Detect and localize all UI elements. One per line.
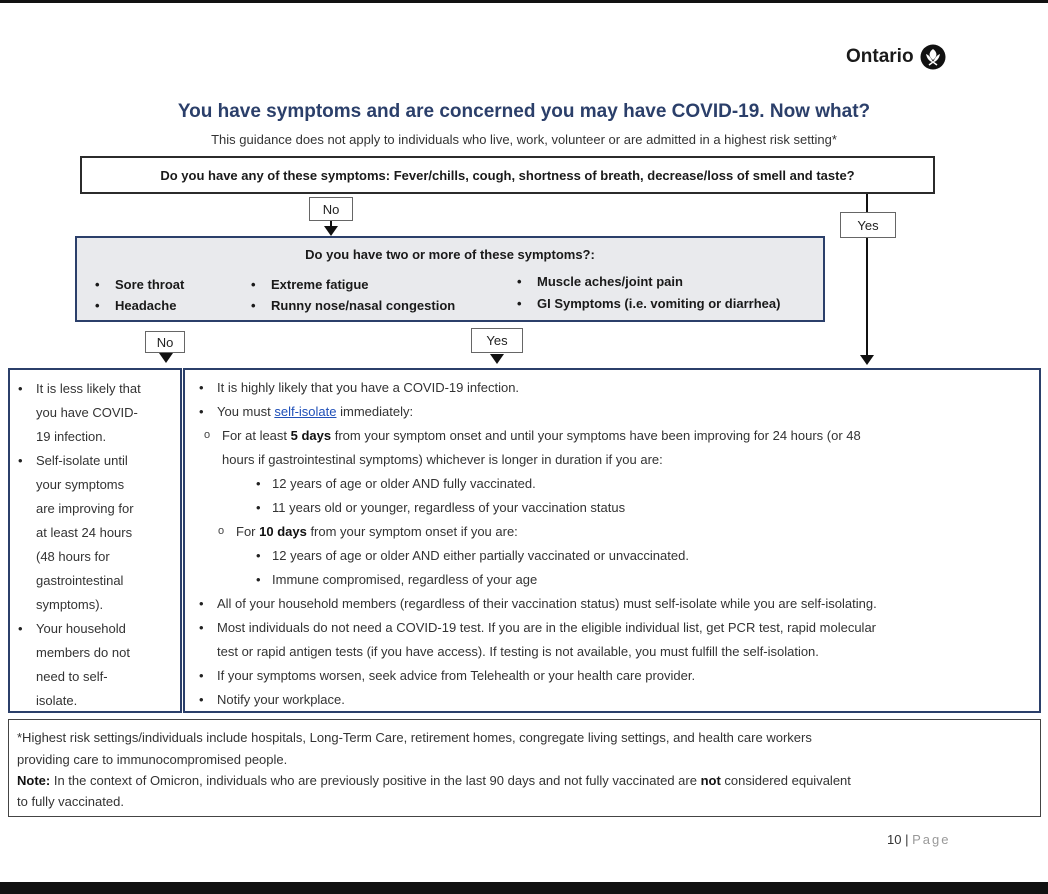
sub-sub-item: • 11 years old or younger, regardless of your vaccination status	[272, 500, 625, 515]
left-line: members do not	[36, 645, 130, 660]
left-line: • Self-isolate until	[36, 453, 128, 468]
right-bullet: • All of your household members (regardless of their vaccination status) must self-isolate while you are self-isolating.	[217, 596, 877, 611]
footnotes-box	[8, 719, 1041, 817]
note-post: considered equivalent	[720, 773, 851, 788]
q2-yes-arrow-icon	[490, 354, 504, 364]
q2-no-label: No	[145, 331, 185, 353]
s2-pre: For	[236, 524, 260, 539]
symptom-item: • Muscle aches/joint pain	[537, 274, 683, 289]
symptom-item: • GI Symptoms (i.e. vomiting or diarrhea)	[537, 296, 780, 311]
s2-post: from your symptom onset if you are:	[306, 524, 518, 539]
note-label: Note:	[17, 773, 51, 788]
page-footer	[887, 832, 950, 847]
s2-bold: 10 days	[259, 524, 307, 539]
highly-likely-panel	[183, 368, 1041, 713]
trillium-logo-icon	[920, 44, 946, 70]
s1-bold: 5 days	[290, 428, 332, 443]
sub-sub-item: • Immune compromised, regardless of your age	[272, 572, 537, 587]
right-bullet: • Notify your workplace.	[217, 692, 345, 707]
top-border	[0, 0, 1048, 3]
question-1-text: Do you have any of these symptoms: Fever/chills, cough, shortness of breath, decrease/loss of smell and taste?	[160, 167, 855, 183]
note-pre: In the context of Omicron, individuals who are previously positive in the last 90 days and not fully vaccinated are	[50, 773, 701, 788]
left-line: isolate.	[36, 693, 78, 708]
q2-yes-label: Yes	[471, 328, 523, 353]
left-line: need to self-	[36, 669, 108, 684]
q1-no-label: No	[309, 197, 353, 221]
less-likely-panel	[8, 368, 182, 713]
right-bullet-cont: test or rapid antigen tests (if you have access). If testing is not available, you must fulfill the self-isolation.	[217, 644, 819, 659]
left-line: at least 24 hours	[36, 525, 133, 540]
sub-bullet-5-days-cont: hours if gastrointestinal symptoms) whichever is longer in duration if you are:	[222, 452, 663, 467]
page-title: You have symptoms and are concerned you may have COVID-19. Now what?	[177, 101, 871, 122]
sub-sub-item: • 12 years of age or older AND fully vaccinated.	[272, 476, 536, 491]
left-line: (48 hours for	[36, 549, 110, 564]
page-subtitle: This guidance does not apply to individuals who live, work, volunteer or are admitted in a highest risk setting*	[211, 132, 837, 147]
left-line: • Your household	[36, 621, 126, 636]
left-line: you have COVID-	[36, 405, 138, 420]
question-2-box	[75, 236, 825, 322]
b2-text-pre: You must	[217, 404, 275, 419]
brand-name: Ontario	[846, 46, 914, 67]
page-separator: |	[905, 832, 909, 847]
symptom-item: • Runny nose/nasal congestion	[271, 298, 455, 313]
question-2-title: Do you have two or more of these symptoms?:	[305, 247, 595, 262]
omicron-note	[17, 773, 851, 788]
q1-yes-connector	[866, 238, 868, 356]
left-line: are improving for	[36, 501, 134, 516]
right-bullet-isolate	[217, 404, 413, 419]
left-line: 19 infection.	[36, 429, 107, 444]
footnote-line: to fully vaccinated.	[17, 794, 124, 809]
s1-pre: For at least	[222, 428, 291, 443]
page-number: 10	[887, 832, 902, 847]
q1-yes-arrow-icon	[860, 355, 874, 365]
sub-bullet-10-days	[236, 524, 518, 539]
left-line: gastrointestinal	[36, 573, 124, 588]
footnote-line: providing care to immunocompromised people.	[17, 752, 288, 767]
symptom-item: • Extreme fatigue	[271, 277, 369, 292]
b2-text-post: immediately:	[336, 404, 414, 419]
symptom-item: • Sore throat	[115, 277, 184, 292]
right-bullet: • It is highly likely that you have a COVID-19 infection.	[217, 380, 519, 395]
left-line: • It is less likely that	[36, 381, 141, 396]
sub-bullet-5-days	[222, 428, 861, 443]
question-1-box	[80, 156, 935, 194]
q1-yes-label: Yes	[840, 212, 896, 238]
left-line: symptoms).	[36, 597, 104, 612]
page-label: Page	[912, 832, 951, 847]
right-bullet: • If your symptoms worsen, seek advice from Telehealth or your health care provider.	[217, 668, 695, 683]
q2-no-arrow-icon	[159, 353, 173, 363]
sub-sub-item: • 12 years of age or older AND either partially vaccinated or unvaccinated.	[272, 548, 689, 563]
symptom-item: • Headache	[115, 298, 176, 313]
self-isolate-link[interactable]: self-isolate	[274, 404, 337, 419]
note-bold: not	[700, 773, 721, 788]
bottom-border	[0, 882, 1048, 894]
left-line: your symptoms	[36, 477, 125, 492]
q1-no-arrow-icon	[324, 226, 338, 236]
right-bullet: • Most individuals do not need a COVID-19 test. If you are in the eligible individual list, get PCR test, rapid molecular	[217, 620, 876, 635]
q1-yes-connector-top	[866, 194, 868, 212]
brand	[846, 44, 946, 70]
s1-post: from your symptom onset and until your symptoms have been improving for 24 hours (or 48	[331, 428, 861, 443]
footnote-line: *Highest risk settings/individuals include hospitals, Long-Term Care, retirement homes, congregate living settings, and health care workers	[17, 730, 812, 745]
